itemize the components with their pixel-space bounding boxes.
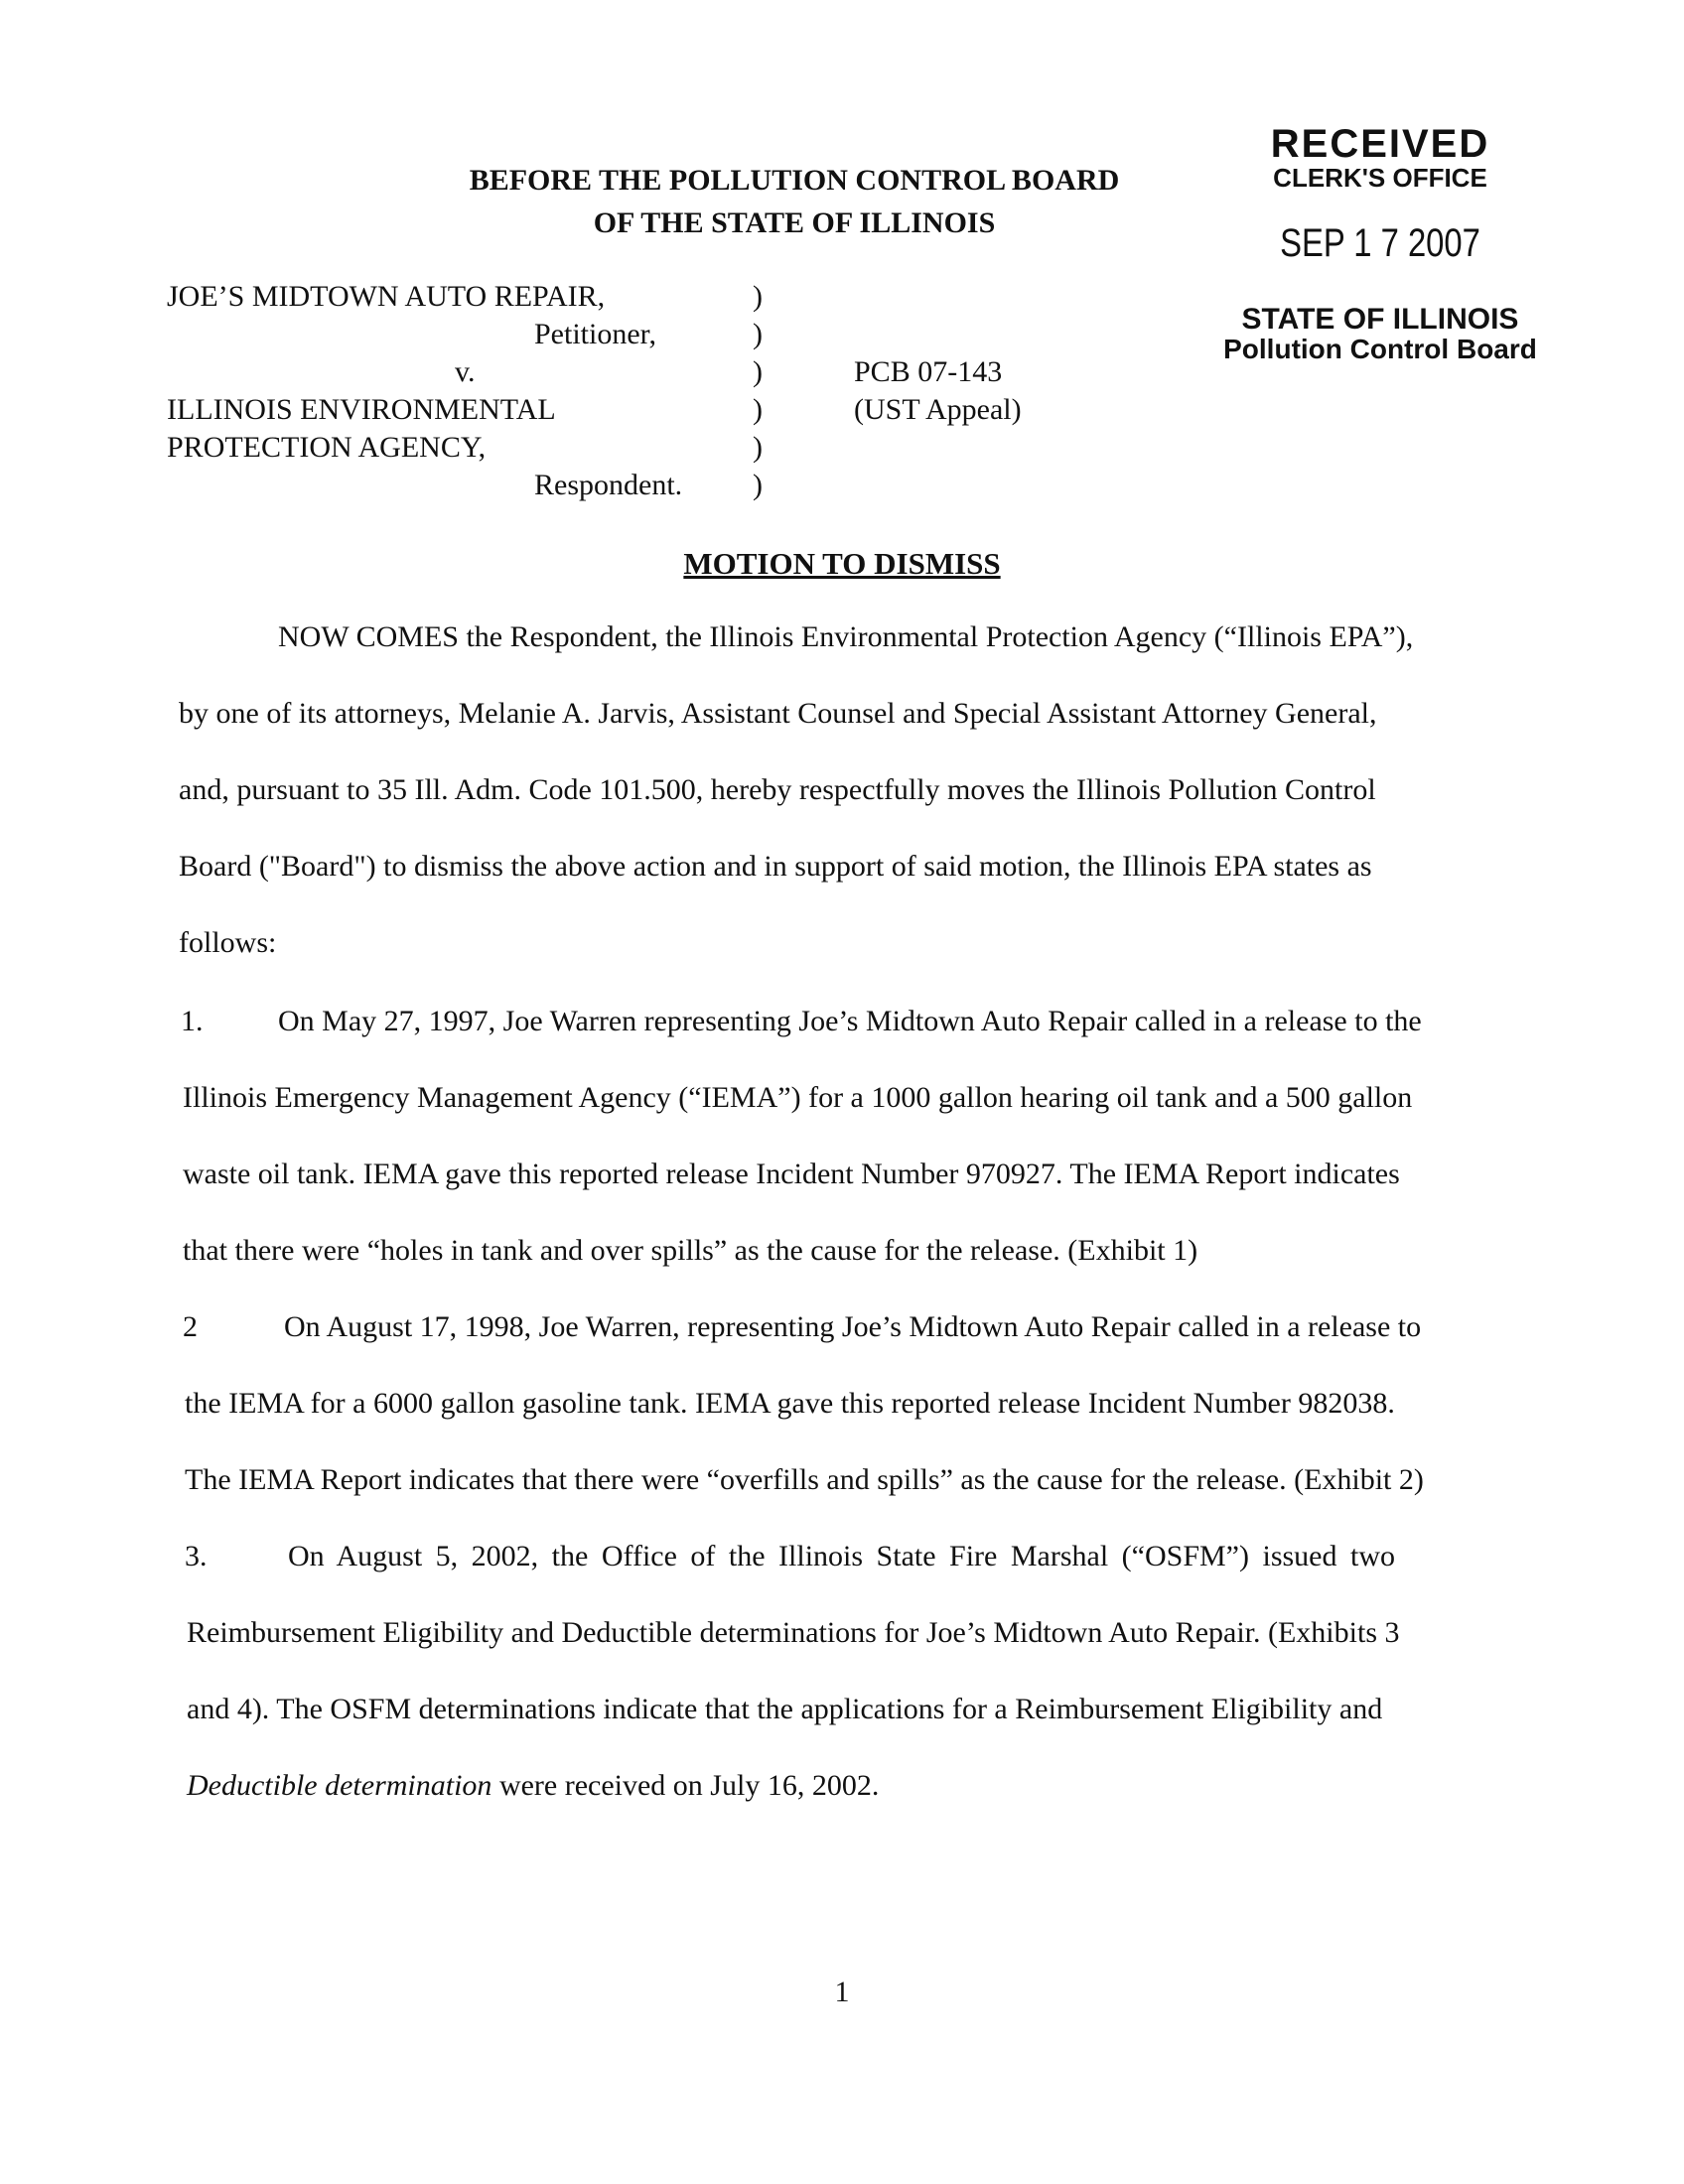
caption-paren: ) — [753, 280, 763, 313]
stamp-date: SEP 1 7 2007 — [1280, 221, 1480, 265]
intro-line: by one of its attorneys, Melanie A. Jarvis, Assistant Counsel and Special Assistant Attorney General, — [179, 697, 1377, 730]
caption-paren: ) — [753, 431, 763, 464]
page-number: 1 — [834, 1976, 850, 2008]
paragraph-line: and 4). The OSFM determinations indicate that the applications for a Reimbursement Eligibility and — [187, 1693, 1383, 1725]
caption-paren: ) — [753, 469, 763, 501]
stamp-office: CLERK'S OFFICE — [1273, 163, 1487, 193]
intro-line: and, pursuant to 35 Ill. Adm. Code 101.500, hereby respectfully moves the Illinois Pollution Control — [179, 773, 1376, 806]
versus: v. — [455, 355, 476, 388]
paragraph-line-last — [187, 1769, 879, 1803]
motion-title: MOTION TO DISMISS — [683, 546, 1001, 581]
petitioner-role: Petitioner, — [534, 318, 656, 350]
respondent-name-2: PROTECTION AGENCY, — [167, 431, 487, 464]
stamp-board: Pollution Control Board — [1223, 334, 1537, 364]
paragraph-line: that there were “holes in tank and over spills” as the cause for the release. (Exhibit 1) — [183, 1234, 1198, 1267]
paragraph-number: 2 — [183, 1310, 198, 1343]
case-type: (UST Appeal) — [854, 393, 1022, 426]
paragraph-line: On August 17, 1998, Joe Warren, representing Joe’s Midtown Auto Repair called in a release to — [284, 1310, 1422, 1343]
paragraph-line: waste oil tank. IEMA gave this reported release Incident Number 970927. The IEMA Report indicates — [183, 1158, 1400, 1190]
petitioner-name: JOE’S MIDTOWN AUTO REPAIR, — [167, 280, 606, 313]
heading-line-2: OF THE STATE OF ILLINOIS — [593, 206, 996, 239]
heading-line-1: BEFORE THE POLLUTION CONTROL BOARD — [469, 164, 1120, 197]
received-stamp — [1211, 124, 1549, 364]
paragraph-line: the IEMA for a 6000 gallon gasoline tank. IEMA gave this reported release Incident Number 982038. — [185, 1387, 1395, 1420]
respondent-role: Respondent. — [534, 469, 683, 501]
caption-paren: ) — [753, 393, 763, 426]
intro-line: Board ("Board") to dismiss the above action and in support of said motion, the Illinois EPA states as — [179, 850, 1372, 883]
paragraph-number: 3. — [185, 1540, 208, 1572]
court-heading — [397, 159, 1192, 244]
caption-paren: ) — [753, 318, 763, 350]
paragraph-line: The IEMA Report indicates that there were “overfills and spills” as the cause for the release. (Exhibit 2) — [185, 1463, 1424, 1496]
paragraph-line: On May 27, 1997, Joe Warren representing Joe’s Midtown Auto Repair called in a release to the — [278, 1005, 1422, 1037]
respondent-name-1: ILLINOIS ENVIRONMENTAL — [167, 393, 556, 426]
case-number: PCB 07-143 — [854, 355, 1003, 388]
paragraph-number: 1. — [181, 1005, 204, 1037]
caption-paren: ) — [753, 355, 763, 388]
intro-line: NOW COMES the Respondent, the Illinois Environmental Protection Agency (“Illinois EPA”), — [278, 620, 1414, 653]
paragraph-line: Reimbursement Eligibility and Deductible determinations for Joe’s Midtown Auto Repair. (Exhibits 3 — [187, 1616, 1400, 1649]
paragraph-line: Illinois Emergency Management Agency (“IEMA”) for a 1000 gallon hearing oil tank and a 500 gallon — [183, 1081, 1413, 1114]
italic-phrase: Deductible determination — [187, 1769, 492, 1802]
stamp-state: STATE OF ILLINOIS — [1241, 303, 1519, 336]
intro-line: follows: — [179, 926, 277, 959]
paragraph-line-tail: were received on July 16, 2002. — [498, 1769, 880, 1802]
stamp-received: RECEIVED — [1270, 122, 1490, 166]
paragraph-line: On August 5, 2002, the Office of the Illinois State Fire Marshal (“OSFM”) issued two — [288, 1540, 1395, 1572]
